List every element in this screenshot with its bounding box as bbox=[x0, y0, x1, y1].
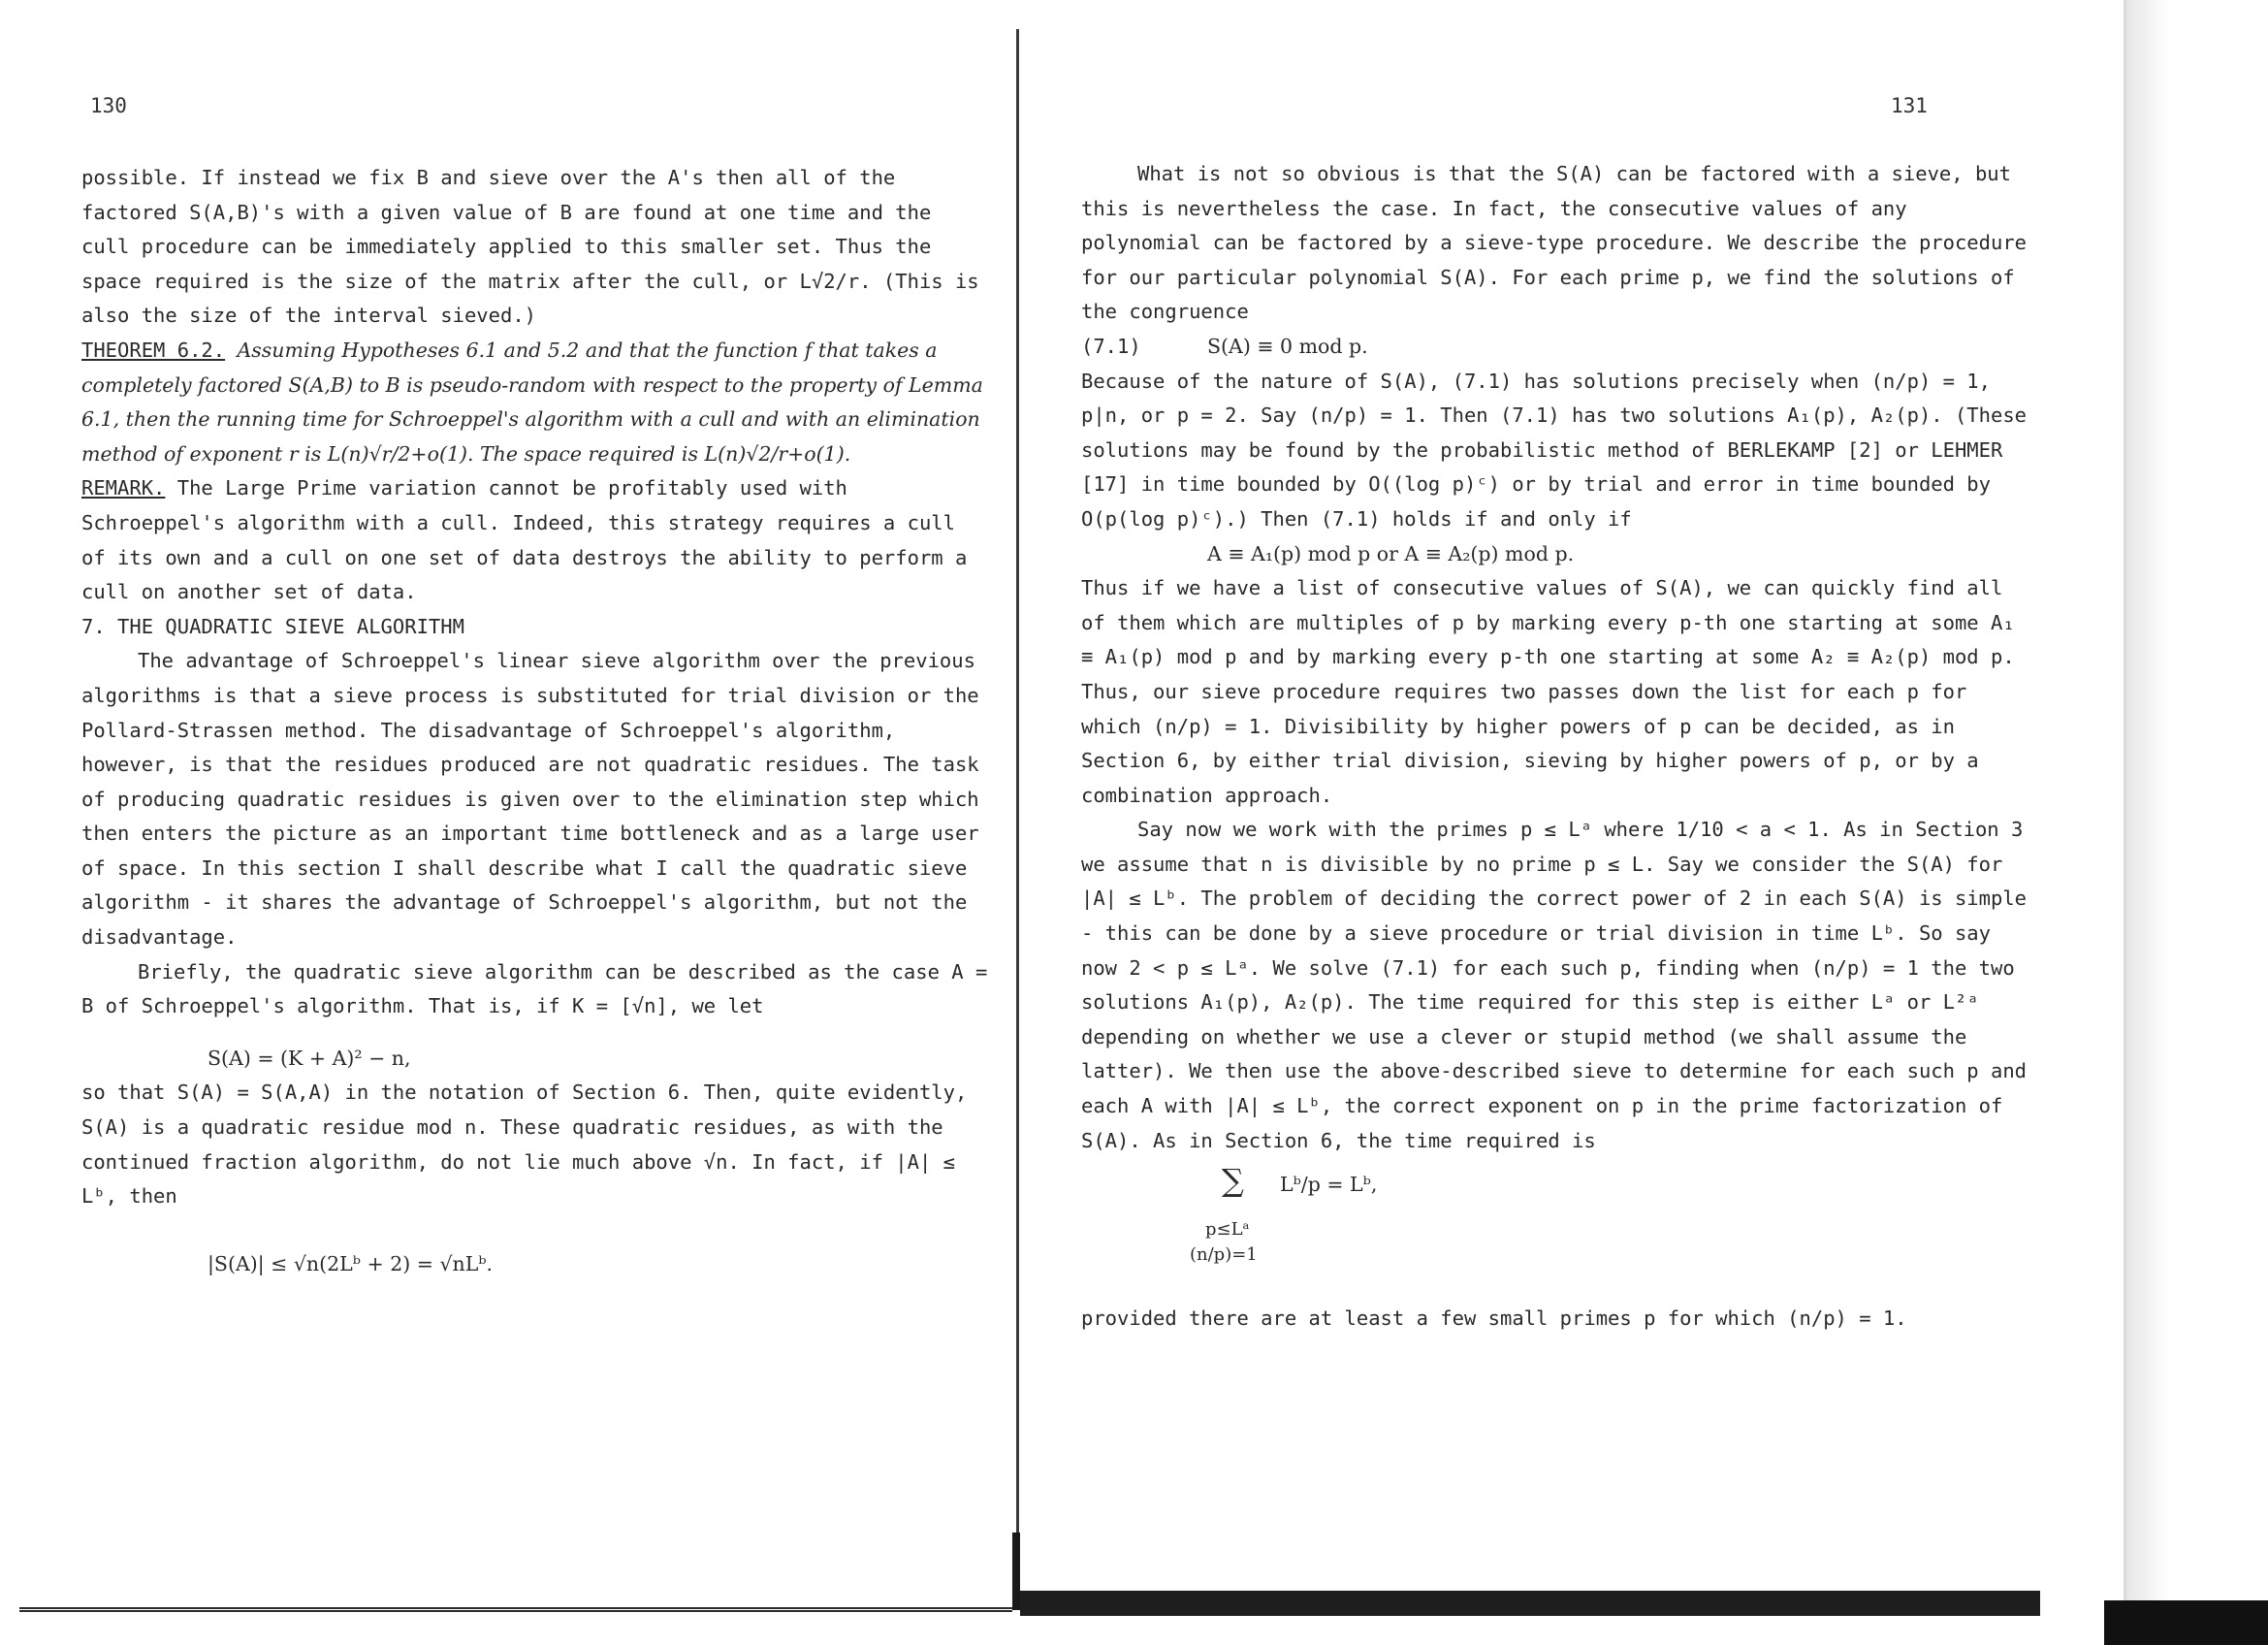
left-para-1: possible. If instead we fix B and sieve over the A's then all of the factored S(A,B)'s with a given value of B are found at one time and the cull procedure can be immediately applied to this smaller set. Thus the space required is the size of the matrix after the cull, or L√2/r. (This is also the size of the interval sieved.) bbox=[81, 166, 979, 328]
page-number-left: 130 bbox=[90, 94, 127, 117]
equation-7-1 bbox=[1081, 330, 2031, 365]
equation-7-1-label: (7.1) bbox=[1081, 334, 1141, 358]
right-column bbox=[1081, 157, 2031, 1337]
page-number-right: 131 bbox=[1891, 94, 1928, 117]
left-column bbox=[81, 161, 988, 1281]
section-heading: 7. THE QUADRATIC SIEVE ALGORITHM bbox=[81, 614, 464, 638]
right-para-1: What is not so obvious is that the S(A) can be factored with a sieve, but this is nevertheless the case. In fact, the consecutive values of any polynomial can be factored by a sieve-type procedure. We describe the procedure for our particular polynomial S(A). For each prime p, we find the solutions of the congruence bbox=[1081, 162, 2028, 324]
sum-symbol: ∑ bbox=[1222, 1162, 1244, 1200]
right-para-4: Say now we work with the primes p ≤ Lᵃ where 1/10 < a < 1. As in Section 3 we assume that n is divisible by no prime p ≤ L. Say we consider the S(A) for |A| ≤ Lᵇ. The problem of deciding the correct power of 2 in each S(A) is simple - this can be done by a sieve procedure or trial division in time Lᵇ. So say now 2 < p ≤ Lᵃ. We solve (7.1) for each such p, finding when (n/p) = 1 the two solutions A₁(p), A₂(p). The time required for this step is either Lᵃ or L²ᵃ depending on whether we use a clever or stupid method (we shall assume the latter). We then use the above-described sieve to determine for each such p and each A with |A| ≤ Lᵇ, the correct exponent on p in the prime factorization of S(A). As in Section 6, the time required is bbox=[1081, 818, 2028, 1152]
left-para-3: Briefly, the quadratic sieve algorithm can be described as the case A = B of Schroeppel's algorithm. That is, if K = [√n], we let bbox=[81, 959, 988, 1018]
left-para-2: The advantage of Schroeppel's linear sieve algorithm over the previous algorithms is that a sieve process is substituted for trial division or the Pollard-Strassen method. The disadvantage of Schroeppel's algorithm, however, is that the residues produced are not quadratic residues. The task of producing quadratic residues is given over to the elimination step which then enters the picture as an important time bottleneck and as a large user of space. In this section I shall describe what I call the quadratic sieve algorithm - it shares the advantage of Schroeppel's algorithm, but not the disadvantage. bbox=[81, 649, 979, 950]
sum-subscript-1: p≤Lᵃ bbox=[1205, 1219, 1250, 1241]
theorem-label: THEOREM 6.2. bbox=[81, 338, 226, 362]
sum-body: Lᵇ/p = Lᵇ, bbox=[1280, 1173, 1378, 1197]
right-para-2: Because of the nature of S(A), (7.1) has solutions precisely when (n/p) = 1, p|n, or p = 2. Say (n/p) = 1. Then (7.1) has two solutions A₁(p), A₂(p). (These solutions may be found by the probabilistic method of BERLEKAMP [2] or LEHMER [17] in time bounded by O((log p)ᶜ) or by trial and error in time bounded by O(p(log p)ᶜ).) Then (7.1) holds if and only if bbox=[1081, 369, 2028, 531]
equation-sum bbox=[1081, 1164, 2031, 1292]
right-page bbox=[1018, 0, 2124, 1645]
remark bbox=[81, 471, 988, 609]
equation-cases: A ≡ A₁(p) mod p or A ≡ A₂(p) mod p. bbox=[1207, 541, 1575, 565]
page-edge-shadow bbox=[2126, 0, 2268, 1645]
theorem-text: Assuming Hypotheses 6.1 and 5.2 and that the function f that takes a completely factored S(A,B) to B is pseudo-random with respect to the property of Lemma 6.1, then the running time for Schroeppel's algorithm with a cull and with an elimination method of exponent r is L(n)√r/2+o(1). The space required is L(n)√2/r+o(1). bbox=[81, 338, 983, 466]
remark-text: The Large Prime variation cannot be profitably used with Schroeppel's algorithm with a cull. Indeed, this strategy requires a cull of its own and a cull on one set of data destroys the ability to perform a cull on another set of data. bbox=[81, 476, 968, 604]
right-para-5: provided there are at least a few small primes p for which (n/p) = 1. bbox=[1081, 1306, 1907, 1331]
bottom-edge-lines bbox=[19, 1607, 1012, 1613]
theorem-6-2 bbox=[81, 334, 988, 471]
right-para-3: Thus if we have a list of consecutive values of S(A), we can quickly find all of them which are multiples of p by marking every p-th one starting at some A₁ ≡ A₁(p) mod p and by marking every p-th one starting at some A₂ ≡ A₂(p) mod p. Thus, our sieve procedure requires two passes down the list for each p for which (n/p) = 1. Divisibility by higher powers of p can be decided, as in Section 6, by either trial division, sieving by higher powers of p, or by a combination approach. bbox=[1081, 576, 2015, 807]
remark-label: REMARK. bbox=[81, 476, 166, 500]
bottom-scan-bar bbox=[1020, 1591, 2040, 1616]
left-page bbox=[0, 0, 1018, 1645]
equation-7-1-body: S(A) ≡ 0 mod p. bbox=[1207, 334, 1368, 358]
equation-bound: |S(A)| ≤ √n(2Lᵇ + 2) = √nLᵇ. bbox=[208, 1251, 494, 1275]
equation-s-of-a: S(A) = (K + A)² − n, bbox=[208, 1046, 411, 1070]
sum-subscript-2: (n/p)=1 bbox=[1190, 1244, 1258, 1266]
left-para-4: so that S(A) = S(A,A) in the notation of Section 6. Then, quite evidently, S(A) is a quadratic residue mod n. These quadratic residues, as with the continued fraction algorithm, do not lie much above √n. In fact, if |A| ≤ Lᵇ, then bbox=[81, 1081, 968, 1209]
corner-scan-shadow bbox=[2104, 1600, 2268, 1645]
